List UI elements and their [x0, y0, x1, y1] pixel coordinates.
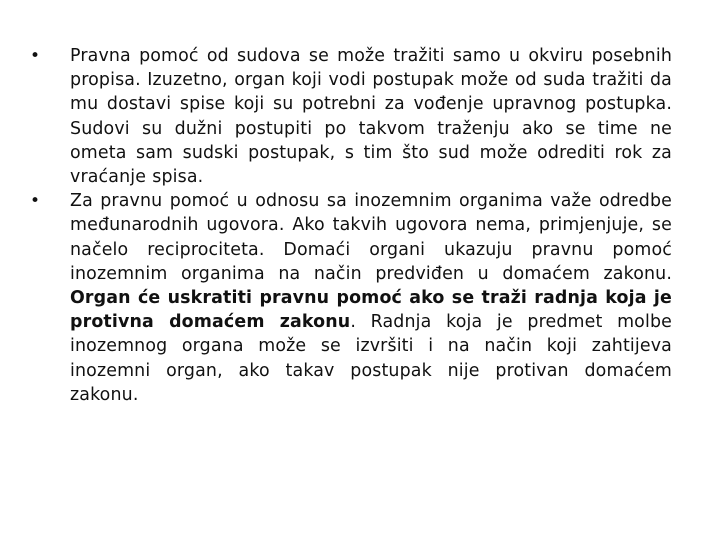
- bullet-icon: •: [30, 46, 41, 66]
- bullet-text-emphasis: Organ će uskratiti pravnu pomoć ako se traži radnja koja je protivna domaćem zakonu: [70, 288, 672, 333]
- bullet-item-foreign-assistance: [28, 189, 672, 407]
- bullet-item-court-assistance: [28, 44, 672, 189]
- bullet-text: Za pravnu pomoć u odnosu sa inozemnim organima važe odredbe međunarodnih ugovora. Ako takvih ugovora nema, primjenjuje, se načelo reciprociteta. Domaći organi ukazuju pravnu pomoć inozemnim organima na način predviđen u domaćem zakonu.: [70, 191, 672, 284]
- bullet-icon: •: [30, 191, 41, 212]
- bullet-text: . Radnja koja je predmet molbe inozemnog organa može se izvršiti i na način koji zahtijeva inozemni organ, ako takav postupak nije protivan domaćem zakonu.: [70, 312, 672, 405]
- bullet-list: [28, 44, 672, 407]
- bullet-text: Pravna pomoć od sudova se može tražiti samo u okviru posebnih propisa. Izuzetno, organ koji vodi postupak može od suda tražiti da mu dostavi spise koji su potrebni za vođenje upravnog postupka. Sudovi su dužni postupiti po takvom traženju ako se time ne ometa sam sudski postupak, s tim što sud može odrediti rok za vraćanje spisa.: [70, 46, 672, 188]
